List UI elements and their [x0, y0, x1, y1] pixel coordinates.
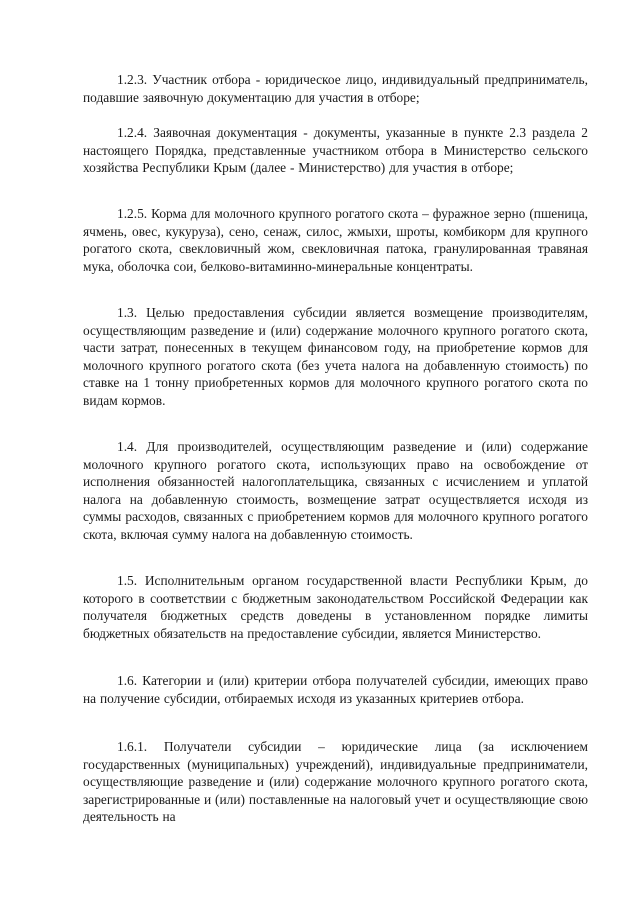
paragraph-1-4: 1.4. Для производителей, осуществляющим разведение и (или) содержание молочного крупного рогатого скота, использующих право на освобождение от исполнения обязанностей налогоплательщика, связанных с исчислением и уплатой налога на добавленную стоимость, возмещение затрат осуществляется исходя из суммы расходов, связанных с приобретением кормов для молочного крупного рогатого скота, включая сумму налога на добавленную стоимость.	[83, 439, 588, 542]
paragraph-1-5: 1.5. Исполнительным органом государственной власти Республики Крым, до которого в соответствии с бюджетным законодательством Российской Федерации как получателя бюджетных средств доведены в установленном порядке лимиты бюджетных обязательств на предоставление субсидии, является Министерство.	[83, 573, 588, 641]
paragraph-1-6: 1.6. Категории и (или) критерии отбора получателей субсидии, имеющих право на получение субсидии, отбираемых исходя из указанных критериев отбора.	[83, 673, 588, 706]
paragraph-1-2-4: 1.2.4. Заявочная документация - документы, указанные в пункте 2.3 раздела 2 настоящего Порядка, представленные участником отбора в Министерство сельского хозяйства Республики Крым (далее - Министерство) для участия в отборе;	[83, 125, 588, 176]
paragraph-1-6-1: 1.6.1. Получатели субсидии – юридические лица (за исключением государственных (муниципальных) учреждений), индивидуальные предприниматели, осуществляющие разведение и (или) содержание молочного крупного рогатого скота, зарегистрированные и (или) поставленные на налоговый учет и осуществляющие свою деятельность на	[83, 739, 588, 825]
paragraph-1-2-5: 1.2.5. Корма для молочного крупного рогатого скота – фуражное зерно (пшеница, ячмень, овес, кукуруза), сено, сенаж, силос, жмыхи, шроты, комбикорм для крупного рогатого скота, свекловичный жом, свекловичная патока, гранулированная травяная мука, оболочка сои, белково-витаминно-минеральные концентраты.	[83, 206, 588, 274]
paragraph-1-3: 1.3. Целью предоставления субсидии является возмещение производителям, осуществляющим разведение и (или) содержание молочного крупного рогатого скота, части затрат, понесенных в текущем финансовом году, на приобретение кормов для молочного крупного рогатого скота (без учета налога на добавленную стоимость) по ставке на 1 тонну приобретенных кормов для молочного крупного рогатого скота по видам кормов.	[83, 305, 588, 408]
paragraph-1-2-3: 1.2.3. Участник отбора - юридическое лицо, индивидуальный предприниматель, подавшие заявочную документацию для участия в отборе;	[83, 72, 588, 105]
